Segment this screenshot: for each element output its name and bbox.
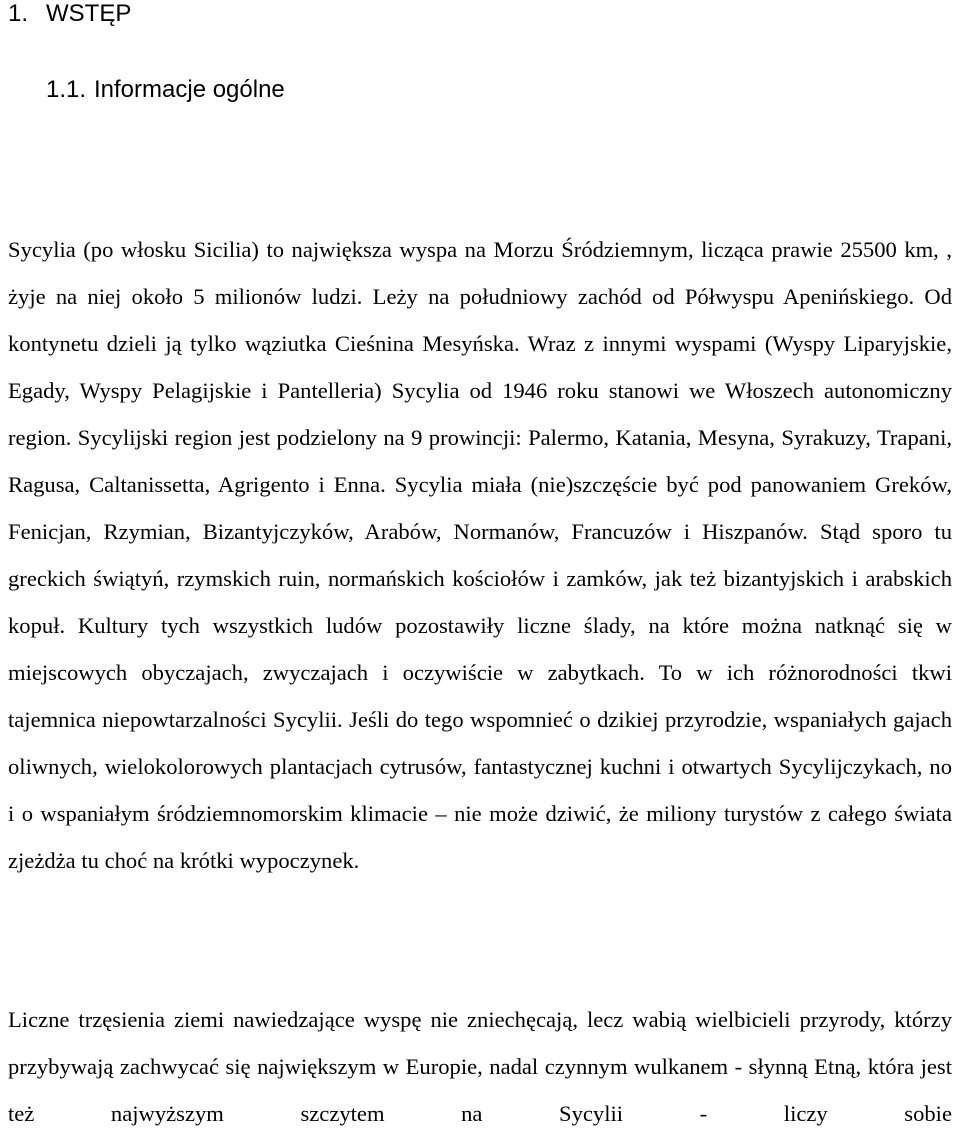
section-title: WSTĘP bbox=[46, 0, 132, 27]
subsection-heading bbox=[46, 76, 285, 104]
subsection-title: Informacje ogólne bbox=[94, 76, 285, 103]
section-number: 1. bbox=[8, 0, 29, 27]
body-paragraph: Sycylia (po włosku Sicilia) to największa wyspa na Morzu Śródziemnym, licząca prawie 25500 km, , żyje na niej około 5 milionów ludzi. Leży na południowy zachód od Półwyspu Apenińskiego. Od kontynetu dzieli ją tylko wąziutka Cieśnina Mesyńska. Wraz z innymi wyspami (Wyspy Liparyjskie, Egady, Wyspy Pelagijskie i Pantelleria) Sycylia od 1946 roku stanowi we Włoszech autonomiczny region. Sycylijski region jest podzielony na 9 prowincji: Palermo, Katania, Mesyna, Syrakuzy, Trapani, Ragusa, Caltanissetta, Agrigento i Enna. Sycylia miała (nie)szczęście być pod panowaniem Greków, Fenicjan, Rzymian, Bizantyjczyków, Arabów, Normanów, Francuzów i Hiszpanów. Stąd sporo tu greckich świątyń, rzymskich ruin, normańskich kościołów i zamków, jak też bizantyjskich i arabskich kopuł. Kultury tych wszystkich ludów pozostawiły liczne ślady, na które można natknąć się w miejscowych obyczajach, zwyczajach i oczywiście w zabytkach. To w ich różnorodności tkwi tajemnica niepowtarzalności Sycylii. Jeśli do tego wspomnieć o dzikiej przyrodzie, wspaniałych gajach oliwnych, wielokolorowych plantacjach cytrusów, fantastycznej kuchni i otwartych Sycylijczykach, no i o wspaniałym śródziemnomorskim klimacie – nie może dziwić, że miliony turystów z całego świata zjeżdża tu choć na krótki wypoczynek. bbox=[8, 237, 952, 873]
subsection-number: 1.1. bbox=[46, 76, 87, 103]
body-paragraph: Liczne trzęsienia ziemi nawiedzające wyspę nie zniechęcają, lecz wabią wielbicieli przyrody, którzy przybywają zachwycać się największym w Europie, nadal czynnym wulkanem - słynną Etną, która jest też najwyższym szczytem na Sycylii - liczy sobie bbox=[8, 1007, 952, 1126]
section-heading bbox=[8, 0, 131, 28]
